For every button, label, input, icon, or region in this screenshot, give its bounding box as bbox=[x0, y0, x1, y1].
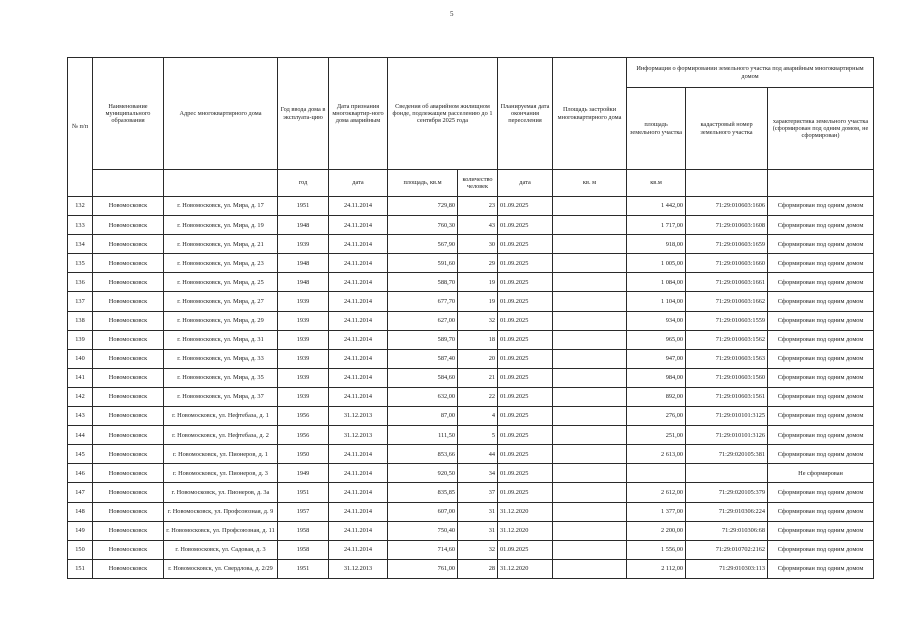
land-area-cell: 1 717,00 bbox=[627, 216, 686, 235]
header-land-char: характеристика земельного участка (сформирован под одним домом, не сформирован) bbox=[768, 88, 874, 170]
land-area-cell: 1 005,00 bbox=[627, 254, 686, 273]
year-cell: 1949 bbox=[278, 464, 329, 483]
row-number: 145 bbox=[68, 445, 93, 464]
planned-date-cell: 01.09.2025 bbox=[498, 235, 553, 254]
header-address: Адрес многоквартирного дома bbox=[164, 58, 278, 170]
land-char-cell: Сформирован под одним домом bbox=[768, 273, 874, 292]
cadastral-cell: 71:29:010603:1563 bbox=[686, 349, 768, 368]
municipality-cell: Новомосковск bbox=[93, 254, 164, 273]
land-area-cell: 984,00 bbox=[627, 368, 686, 387]
emergency-date-cell: 24.11.2014 bbox=[329, 235, 388, 254]
area-cell: 87,00 bbox=[388, 407, 458, 426]
table-row bbox=[68, 426, 874, 445]
land-area-cell: 276,00 bbox=[627, 407, 686, 426]
municipality-cell: Новомосковск bbox=[93, 483, 164, 502]
header-land-info: Информация о формировании земельного участка под аварийным многоквартирным домом bbox=[627, 58, 874, 88]
emergency-date-cell: 24.11.2014 bbox=[329, 197, 388, 216]
row-number: 134 bbox=[68, 235, 93, 254]
municipality-cell: Новомосковск bbox=[93, 349, 164, 368]
land-area-cell: 2 200,00 bbox=[627, 521, 686, 540]
emergency-date-cell: 24.11.2014 bbox=[329, 311, 388, 330]
land-char-cell: Не сформирован bbox=[768, 464, 874, 483]
land-area-cell: 1 442,00 bbox=[627, 197, 686, 216]
cadastral-cell: 71:29:010603:1662 bbox=[686, 292, 768, 311]
table-row bbox=[68, 445, 874, 464]
land-char-cell: Сформирован под одним домом bbox=[768, 521, 874, 540]
land-area-cell: 918,00 bbox=[627, 235, 686, 254]
row-number: 151 bbox=[68, 559, 93, 578]
cadastral-cell: 71:29:010303:113 bbox=[686, 559, 768, 578]
cadastral-cell: 71:29:010603:1608 bbox=[686, 216, 768, 235]
area-cell: 588,70 bbox=[388, 273, 458, 292]
municipality-cell: Новомосковск bbox=[93, 216, 164, 235]
area-cell: 589,70 bbox=[388, 330, 458, 349]
area-cell: 111,50 bbox=[388, 426, 458, 445]
address-cell: г. Новомосковск, ул. Профсоюзная, д. 11 bbox=[164, 521, 278, 540]
emergency-housing-table bbox=[67, 57, 874, 579]
row-number: 143 bbox=[68, 407, 93, 426]
row-number: 139 bbox=[68, 330, 93, 349]
cadastral-cell: 71:29:010603:1661 bbox=[686, 273, 768, 292]
address-cell: г. Новомосковск, ул. Мира, д. 35 bbox=[164, 368, 278, 387]
unit-date: дата bbox=[329, 170, 388, 197]
building-area-cell bbox=[553, 521, 627, 540]
row-number: 144 bbox=[68, 426, 93, 445]
unit-year: год bbox=[278, 170, 329, 197]
building-area-cell bbox=[553, 387, 627, 406]
planned-date-cell: 01.09.2025 bbox=[498, 426, 553, 445]
land-char-cell: Сформирован под одним домом bbox=[768, 407, 874, 426]
building-area-cell bbox=[553, 235, 627, 254]
people-cell: 21 bbox=[458, 368, 498, 387]
table-row bbox=[68, 407, 874, 426]
year-cell: 1950 bbox=[278, 445, 329, 464]
land-char-cell: Сформирован под одним домом bbox=[768, 330, 874, 349]
land-char-cell: Сформирован под одним домом bbox=[768, 292, 874, 311]
row-number: 132 bbox=[68, 197, 93, 216]
unit-area: площадь, кв.м bbox=[388, 170, 458, 197]
people-cell: 44 bbox=[458, 445, 498, 464]
area-cell: 853,66 bbox=[388, 445, 458, 464]
emergency-date-cell: 24.11.2014 bbox=[329, 330, 388, 349]
unit-char bbox=[768, 170, 874, 197]
people-cell: 4 bbox=[458, 407, 498, 426]
row-number: 133 bbox=[68, 216, 93, 235]
building-area-cell bbox=[553, 273, 627, 292]
building-area-cell bbox=[553, 368, 627, 387]
year-cell: 1939 bbox=[278, 349, 329, 368]
table-row bbox=[68, 368, 874, 387]
year-cell: 1958 bbox=[278, 521, 329, 540]
planned-date-cell: 01.09.2025 bbox=[498, 292, 553, 311]
year-cell: 1939 bbox=[278, 368, 329, 387]
emergency-date-cell: 24.11.2014 bbox=[329, 254, 388, 273]
cadastral-cell: 71:29:010603:1660 bbox=[686, 254, 768, 273]
area-cell: 632,00 bbox=[388, 387, 458, 406]
row-number: 149 bbox=[68, 521, 93, 540]
address-cell: г. Новомосковск, ул. Мира, д. 33 bbox=[164, 349, 278, 368]
row-number: 135 bbox=[68, 254, 93, 273]
row-number: 146 bbox=[68, 464, 93, 483]
year-cell: 1939 bbox=[278, 330, 329, 349]
people-cell: 31 bbox=[458, 502, 498, 521]
table-row bbox=[68, 254, 874, 273]
table-row bbox=[68, 292, 874, 311]
area-cell: 714,60 bbox=[388, 540, 458, 559]
emergency-date-cell: 24.11.2014 bbox=[329, 387, 388, 406]
header-building-area: Площадь застройки многоквартирного дома bbox=[553, 58, 627, 170]
building-area-cell bbox=[553, 540, 627, 559]
address-cell: г. Новомосковск, ул. Мира, д. 31 bbox=[164, 330, 278, 349]
area-cell: 729,80 bbox=[388, 197, 458, 216]
cadastral-cell: 71:29:020105:381 bbox=[686, 445, 768, 464]
unit-building: кв. м bbox=[553, 170, 627, 197]
year-cell: 1958 bbox=[278, 540, 329, 559]
planned-date-cell: 01.09.2025 bbox=[498, 445, 553, 464]
land-area-cell: 892,00 bbox=[627, 387, 686, 406]
building-area-cell bbox=[553, 407, 627, 426]
page-number: 5 bbox=[450, 10, 454, 18]
building-area-cell bbox=[553, 464, 627, 483]
row-number: 147 bbox=[68, 483, 93, 502]
municipality-cell: Новомосковск bbox=[93, 292, 164, 311]
emergency-date-cell: 24.11.2014 bbox=[329, 521, 388, 540]
land-area-cell: 2 112,00 bbox=[627, 559, 686, 578]
cadastral-cell: 71:29:010603:1559 bbox=[686, 311, 768, 330]
planned-date-cell: 01.09.2025 bbox=[498, 464, 553, 483]
year-cell: 1939 bbox=[278, 387, 329, 406]
cadastral-cell: 71:29:010603:1606 bbox=[686, 197, 768, 216]
area-cell: 835,85 bbox=[388, 483, 458, 502]
table-row bbox=[68, 273, 874, 292]
municipality-cell: Новомосковск bbox=[93, 368, 164, 387]
land-char-cell: Сформирован под одним домом bbox=[768, 311, 874, 330]
municipality-cell: Новомосковск bbox=[93, 540, 164, 559]
address-cell: г. Новомосковск, ул. Мира, д. 21 bbox=[164, 235, 278, 254]
address-cell: г. Новомосковск, ул. Мира, д. 29 bbox=[164, 311, 278, 330]
planned-date-cell: 01.09.2025 bbox=[498, 387, 553, 406]
year-cell: 1939 bbox=[278, 292, 329, 311]
table-row bbox=[68, 216, 874, 235]
row-number: 137 bbox=[68, 292, 93, 311]
table-row bbox=[68, 483, 874, 502]
planned-date-cell: 01.09.2025 bbox=[498, 311, 553, 330]
emergency-date-cell: 24.11.2014 bbox=[329, 349, 388, 368]
header-year-commission: Год ввода дома в эксплуата-цию bbox=[278, 58, 329, 170]
row-number: 148 bbox=[68, 502, 93, 521]
municipality-cell: Новомосковск bbox=[93, 559, 164, 578]
people-cell: 23 bbox=[458, 197, 498, 216]
land-area-cell: 1 556,00 bbox=[627, 540, 686, 559]
row-number: 150 bbox=[68, 540, 93, 559]
unit-address bbox=[164, 170, 278, 197]
people-cell: 19 bbox=[458, 292, 498, 311]
land-char-cell: Сформирован под одним домом bbox=[768, 349, 874, 368]
address-cell: г. Новомосковск, ул. Нефтебаза, д. 2 bbox=[164, 426, 278, 445]
building-area-cell bbox=[553, 197, 627, 216]
land-area-cell: 1 377,00 bbox=[627, 502, 686, 521]
building-area-cell bbox=[553, 502, 627, 521]
year-cell: 1951 bbox=[278, 559, 329, 578]
people-cell: 31 bbox=[458, 521, 498, 540]
header-date-emergency: Дата признания многоквартир-ного дома аварийным bbox=[329, 58, 388, 170]
row-number: 141 bbox=[68, 368, 93, 387]
cadastral-cell: 71:29:020105:379 bbox=[686, 483, 768, 502]
year-cell: 1951 bbox=[278, 197, 329, 216]
planned-date-cell: 01.09.2025 bbox=[498, 349, 553, 368]
land-char-cell: Сформирован под одним домом bbox=[768, 540, 874, 559]
land-char-cell: Сформирован под одним домом bbox=[768, 445, 874, 464]
year-cell: 1956 bbox=[278, 407, 329, 426]
people-cell: 32 bbox=[458, 540, 498, 559]
year-cell: 1939 bbox=[278, 311, 329, 330]
building-area-cell bbox=[553, 483, 627, 502]
table-row bbox=[68, 330, 874, 349]
people-cell: 20 bbox=[458, 349, 498, 368]
area-cell: 920,50 bbox=[388, 464, 458, 483]
cadastral-cell: 71:29:010101:3126 bbox=[686, 426, 768, 445]
emergency-date-cell: 31.12.2013 bbox=[329, 426, 388, 445]
emergency-date-cell: 31.12.2013 bbox=[329, 407, 388, 426]
area-cell: 627,00 bbox=[388, 311, 458, 330]
municipality-cell: Новомосковск bbox=[93, 502, 164, 521]
land-char-cell: Сформирован под одним домом bbox=[768, 387, 874, 406]
header-land-area: площадь земельного участка bbox=[627, 88, 686, 170]
people-cell: 5 bbox=[458, 426, 498, 445]
building-area-cell bbox=[553, 292, 627, 311]
cadastral-cell: 71:29:010603:1561 bbox=[686, 387, 768, 406]
planned-date-cell: 01.09.2025 bbox=[498, 540, 553, 559]
table-row bbox=[68, 540, 874, 559]
emergency-date-cell: 24.11.2014 bbox=[329, 292, 388, 311]
year-cell: 1948 bbox=[278, 216, 329, 235]
unit-municipality bbox=[93, 170, 164, 197]
people-cell: 37 bbox=[458, 483, 498, 502]
land-char-cell: Сформирован под одним домом bbox=[768, 502, 874, 521]
table-row bbox=[68, 349, 874, 368]
year-cell: 1948 bbox=[278, 254, 329, 273]
land-area-cell bbox=[627, 464, 686, 483]
address-cell: г. Новомосковск, ул. Свердлова, д. 2/29 bbox=[164, 559, 278, 578]
building-area-cell bbox=[553, 216, 627, 235]
address-cell: г. Новомосковск, ул. Садовая, д. 3 bbox=[164, 540, 278, 559]
people-cell: 19 bbox=[458, 273, 498, 292]
area-cell: 607,00 bbox=[388, 502, 458, 521]
header-planned-date: Планируемая дата окончания переселения bbox=[498, 58, 553, 170]
planned-date-cell: 01.09.2025 bbox=[498, 254, 553, 273]
building-area-cell bbox=[553, 445, 627, 464]
header-num: № п/п bbox=[68, 58, 93, 197]
table-row bbox=[68, 387, 874, 406]
table-row bbox=[68, 235, 874, 254]
cadastral-cell: 71:29:010603:1659 bbox=[686, 235, 768, 254]
municipality-cell: Новомосковск bbox=[93, 426, 164, 445]
year-cell: 1939 bbox=[278, 235, 329, 254]
planned-date-cell: 01.09.2025 bbox=[498, 483, 553, 502]
cadastral-cell: 71:29:010101:3125 bbox=[686, 407, 768, 426]
area-cell: 761,00 bbox=[388, 559, 458, 578]
municipality-cell: Новомосковск bbox=[93, 387, 164, 406]
address-cell: г. Новомосковск, ул. Мира, д. 25 bbox=[164, 273, 278, 292]
people-cell: 29 bbox=[458, 254, 498, 273]
cadastral-cell: 71:29:010603:1560 bbox=[686, 368, 768, 387]
area-cell: 750,40 bbox=[388, 521, 458, 540]
cadastral-cell: 71:29:010306:224 bbox=[686, 502, 768, 521]
year-cell: 1957 bbox=[278, 502, 329, 521]
row-number: 136 bbox=[68, 273, 93, 292]
building-area-cell bbox=[553, 254, 627, 273]
people-cell: 22 bbox=[458, 387, 498, 406]
address-cell: г. Новомосковск, ул. Нефтебаза, д. 1 bbox=[164, 407, 278, 426]
land-char-cell: Сформирован под одним домом bbox=[768, 368, 874, 387]
header-emergency-fund: Сведения об аварийном жилищном фонде, подлежащем расселению до 1 сентября 2025 года bbox=[388, 58, 498, 170]
address-cell: г. Новомосковск, ул. Мира, д. 17 bbox=[164, 197, 278, 216]
address-cell: г. Новомосковск, ул. Мира, д. 23 bbox=[164, 254, 278, 273]
building-area-cell bbox=[553, 311, 627, 330]
address-cell: г. Новомосковск, ул. Пионеров, д. 3а bbox=[164, 483, 278, 502]
land-char-cell: Сформирован под одним домом bbox=[768, 426, 874, 445]
row-number: 140 bbox=[68, 349, 93, 368]
land-area-cell: 2 613,00 bbox=[627, 445, 686, 464]
municipality-cell: Новомосковск bbox=[93, 445, 164, 464]
table-row bbox=[68, 521, 874, 540]
unit-planned: дата bbox=[498, 170, 553, 197]
table-row bbox=[68, 311, 874, 330]
cadastral-cell: 71:29:010306:68 bbox=[686, 521, 768, 540]
area-cell: 760,30 bbox=[388, 216, 458, 235]
emergency-date-cell: 24.11.2014 bbox=[329, 216, 388, 235]
municipality-cell: Новомосковск bbox=[93, 330, 164, 349]
land-area-cell: 251,00 bbox=[627, 426, 686, 445]
table-row bbox=[68, 197, 874, 216]
cadastral-cell bbox=[686, 464, 768, 483]
land-area-cell: 1 084,00 bbox=[627, 273, 686, 292]
year-cell: 1956 bbox=[278, 426, 329, 445]
emergency-date-cell: 24.11.2014 bbox=[329, 445, 388, 464]
unit-land: кв.м bbox=[627, 170, 686, 197]
area-cell: 587,40 bbox=[388, 349, 458, 368]
address-cell: г. Новомосковск, ул. Пионеров, д. 3 bbox=[164, 464, 278, 483]
planned-date-cell: 01.09.2025 bbox=[498, 368, 553, 387]
planned-date-cell: 01.09.2025 bbox=[498, 197, 553, 216]
area-cell: 584,60 bbox=[388, 368, 458, 387]
cadastral-cell: 71:29:010603:1562 bbox=[686, 330, 768, 349]
municipality-cell: Новомосковск bbox=[93, 197, 164, 216]
planned-date-cell: 31.12.2020 bbox=[498, 521, 553, 540]
planned-date-cell: 31.12.2020 bbox=[498, 502, 553, 521]
row-number: 142 bbox=[68, 387, 93, 406]
municipality-cell: Новомосковск bbox=[93, 521, 164, 540]
land-char-cell: Сформирован под одним домом bbox=[768, 254, 874, 273]
address-cell: г. Новомосковск, ул. Мира, д. 19 bbox=[164, 216, 278, 235]
people-cell: 28 bbox=[458, 559, 498, 578]
address-cell: г. Новомосковск, ул. Мира, д. 27 bbox=[164, 292, 278, 311]
table-row bbox=[68, 464, 874, 483]
planned-date-cell: 31.12.2020 bbox=[498, 559, 553, 578]
municipality-cell: Новомосковск bbox=[93, 235, 164, 254]
planned-date-cell: 01.09.2025 bbox=[498, 407, 553, 426]
area-cell: 567,90 bbox=[388, 235, 458, 254]
land-char-cell: Сформирован под одним домом bbox=[768, 216, 874, 235]
emergency-date-cell: 24.11.2014 bbox=[329, 464, 388, 483]
people-cell: 43 bbox=[458, 216, 498, 235]
planned-date-cell: 01.09.2025 bbox=[498, 330, 553, 349]
emergency-date-cell: 24.11.2014 bbox=[329, 483, 388, 502]
area-cell: 591,60 bbox=[388, 254, 458, 273]
land-area-cell: 1 104,00 bbox=[627, 292, 686, 311]
land-char-cell: Сформирован под одним домом bbox=[768, 559, 874, 578]
row-number: 138 bbox=[68, 311, 93, 330]
emergency-date-cell: 24.11.2014 bbox=[329, 540, 388, 559]
address-cell: г. Новомосковск, ул. Профсоюзная, д. 9 bbox=[164, 502, 278, 521]
building-area-cell bbox=[553, 330, 627, 349]
land-char-cell: Сформирован под одним домом bbox=[768, 235, 874, 254]
people-cell: 34 bbox=[458, 464, 498, 483]
year-cell: 1951 bbox=[278, 483, 329, 502]
area-cell: 677,70 bbox=[388, 292, 458, 311]
municipality-cell: Новомосковск bbox=[93, 407, 164, 426]
emergency-date-cell: 24.11.2014 bbox=[329, 502, 388, 521]
unit-cadastral bbox=[686, 170, 768, 197]
people-cell: 32 bbox=[458, 311, 498, 330]
table-row bbox=[68, 502, 874, 521]
municipality-cell: Новомосковск bbox=[93, 464, 164, 483]
land-char-cell: Сформирован под одним домом bbox=[768, 197, 874, 216]
address-cell: г. Новомосковск, ул. Мира, д. 37 bbox=[164, 387, 278, 406]
header-cadastral: кадастровый номер земельного участка bbox=[686, 88, 768, 170]
year-cell: 1948 bbox=[278, 273, 329, 292]
planned-date-cell: 01.09.2025 bbox=[498, 273, 553, 292]
land-char-cell: Сформирован под одним домом bbox=[768, 483, 874, 502]
table-row bbox=[68, 559, 874, 578]
people-cell: 18 bbox=[458, 330, 498, 349]
municipality-cell: Новомосковск bbox=[93, 273, 164, 292]
municipality-cell: Новомосковск bbox=[93, 311, 164, 330]
land-area-cell: 934,00 bbox=[627, 311, 686, 330]
land-area-cell: 965,00 bbox=[627, 330, 686, 349]
building-area-cell bbox=[553, 426, 627, 445]
emergency-date-cell: 24.11.2014 bbox=[329, 273, 388, 292]
emergency-date-cell: 31.12.2013 bbox=[329, 559, 388, 578]
emergency-date-cell: 24.11.2014 bbox=[329, 368, 388, 387]
land-area-cell: 947,00 bbox=[627, 349, 686, 368]
building-area-cell bbox=[553, 349, 627, 368]
people-cell: 30 bbox=[458, 235, 498, 254]
cadastral-cell: 71:29:010702:2162 bbox=[686, 540, 768, 559]
land-area-cell: 2 612,00 bbox=[627, 483, 686, 502]
planned-date-cell: 01.09.2025 bbox=[498, 216, 553, 235]
building-area-cell bbox=[553, 559, 627, 578]
header-municipality: Наименование муниципального образования bbox=[93, 58, 164, 170]
address-cell: г. Новомосковск, ул. Пионеров, д. 1 bbox=[164, 445, 278, 464]
unit-people: количество человек bbox=[458, 170, 498, 197]
